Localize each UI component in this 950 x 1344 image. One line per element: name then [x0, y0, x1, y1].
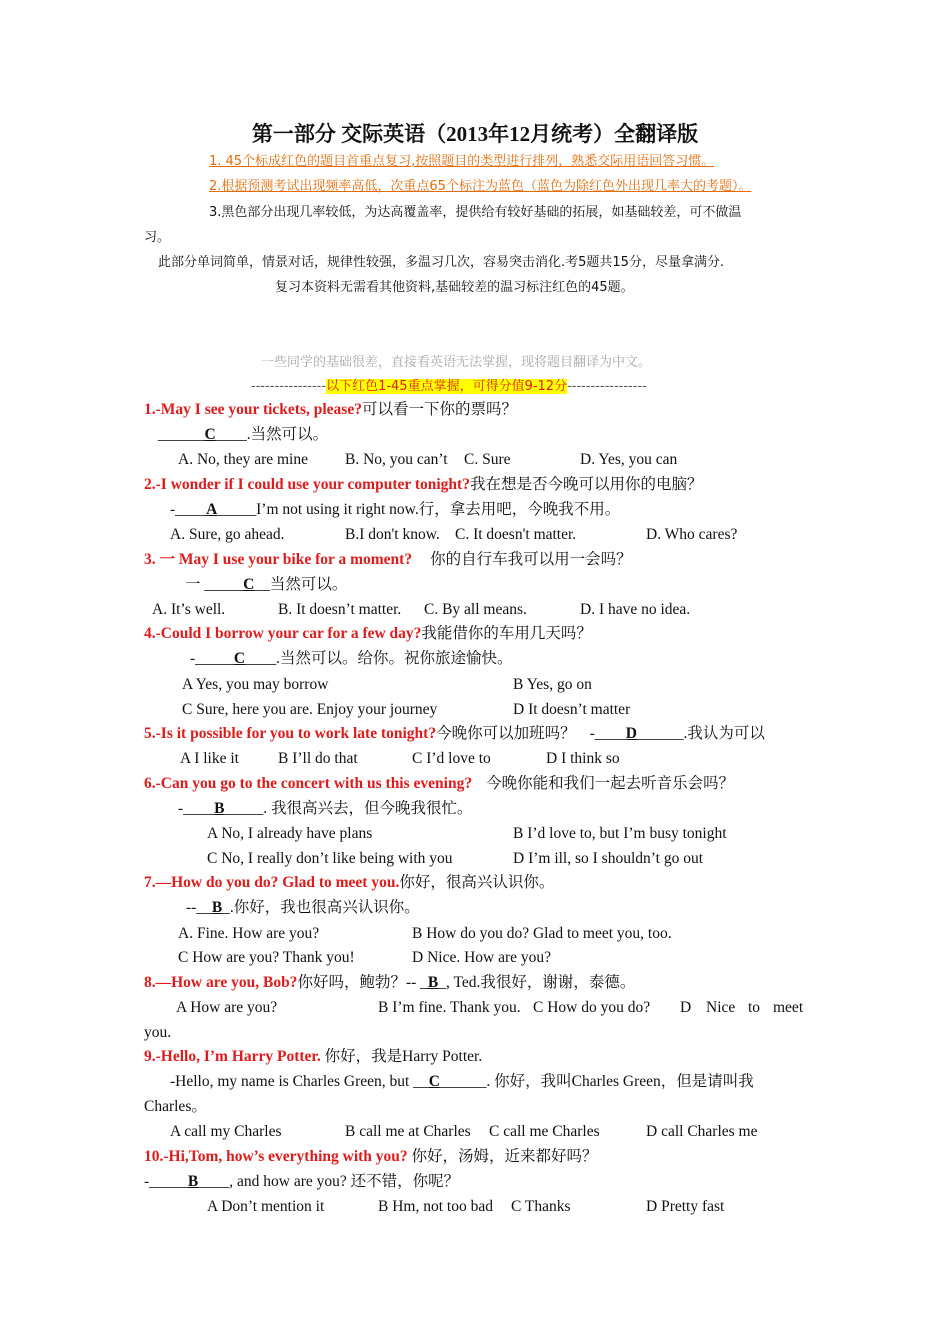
option-c: C. It doesn't matter.: [455, 526, 577, 543]
answer-translation: ____.当然可以。给你。祝你旅途愉快。: [245, 650, 513, 667]
question-9-answer-line: [170, 1072, 754, 1092]
question-3: [144, 550, 632, 570]
answer-letter: C: [204, 426, 216, 443]
option-b: B I’ll do that: [278, 750, 358, 767]
question-4: [144, 624, 592, 644]
question-4-answer-line: [190, 649, 513, 669]
answer-translation: ______. 你好，我叫Charles Green，但是请叫我: [439, 1073, 754, 1090]
option-d: D I think so: [546, 750, 620, 767]
answer-letter: A: [206, 501, 218, 518]
note-black-part-cont: 习。: [144, 230, 171, 245]
option-a: A Yes, you may borrow: [182, 676, 329, 693]
question-3-answer-line: [185, 575, 347, 595]
question-7-translation: 你好，很高兴认识你。: [399, 874, 555, 891]
question-2: [144, 475, 702, 495]
option-d: D I’m ill, so I shouldn’t go out: [513, 850, 704, 867]
blank: ______: [158, 426, 205, 443]
question-4-translation: 我能借你的车用几天吗？: [421, 625, 592, 642]
blank: -____: [170, 501, 207, 518]
option-a: A How are you?: [176, 999, 278, 1016]
option-a: A. Sure, go ahead.: [170, 526, 285, 543]
answer-translation: ____, and how are you? 还不错，你呢？: [198, 1173, 460, 1190]
blank: -_____: [144, 1173, 188, 1190]
answer-translation: __当然可以。: [254, 576, 348, 593]
question-8-prompt: 8.—How are you, Bob?: [144, 974, 298, 991]
answer-letter: B: [187, 1173, 199, 1190]
question-10-translation: 你好，汤姆，近来都好吗？: [407, 1148, 598, 1165]
answer-letter: C: [233, 650, 246, 667]
question-5: [144, 724, 765, 744]
question-6-answer-line: [178, 799, 473, 819]
option-d: D Pretty fast: [646, 1198, 725, 1215]
question-4-prompt: 4.-Could I borrow your car for a few day?: [144, 625, 422, 642]
question-8-option-d-cont: you.: [144, 1024, 172, 1041]
question-6: [144, 774, 734, 794]
option-c: C No, I really don’t like being with you: [207, 850, 453, 867]
option-b: B I’m fine. Thank you.: [378, 999, 521, 1016]
blank: -____: [589, 725, 626, 742]
question-6-translation: 今晚你能和我们一起去听音乐会吗？: [486, 775, 735, 792]
note-section-info: 此部分单词简单，情景对话，规律性较强，多温习几次，容易突击消化.考5题共15分，尽量拿满分.: [158, 255, 725, 270]
blank: --__: [186, 899, 212, 916]
answer-letter: B: [211, 899, 223, 916]
note-red-priority: 1. 45个标成红色的题目首重点复习,按照题目的类型进行排列，熟悉交际用语回答习惯。: [209, 154, 715, 169]
option-b: B. No, you can’t: [345, 451, 448, 468]
option-c: C I’d love to: [412, 750, 491, 767]
question-9-prompt: 9.-Hello, I’m Harry Potter.: [144, 1048, 321, 1065]
question-1-answer-line: [158, 425, 328, 445]
option-a: A I like it: [180, 750, 239, 767]
option-d: D. Who cares?: [646, 526, 738, 543]
answer-translation: _____I’m not using it right now.行，拿去用吧，今晚我不用。: [217, 501, 621, 518]
highlight-text: 以下红色1-45重点掌握，可得分值9-12分: [326, 379, 568, 394]
question-2-answer-line: [170, 500, 620, 520]
option-c: C call me Charles: [489, 1123, 600, 1140]
blank: -____: [178, 800, 215, 817]
answer-letter: B: [214, 800, 225, 817]
option-c: C. By all means.: [424, 601, 527, 618]
question-3-prompt: 3. 一 May I use your bike for a moment?: [144, 551, 413, 568]
note-black-part: 3.黑色部分出现几率较低，为达高覆盖率，提供给有较好基础的拓展，如基础较差，可不做温: [209, 205, 742, 220]
highlight-divider: [251, 377, 647, 397]
answer-translation: _, Ted.我很好，谢谢，泰德。: [438, 974, 636, 991]
question-1-prompt: 1.-May I see your tickets, please?: [144, 401, 362, 418]
divider-dashes-right: -----------------: [567, 379, 647, 394]
divider-dashes-left: ----------------: [251, 379, 327, 394]
option-b: B Hm, not too bad: [378, 1198, 493, 1215]
question-7: [144, 873, 554, 893]
question-9: [144, 1047, 482, 1067]
question-1-translation: 可以看一下你的票吗？: [361, 401, 517, 418]
question-9-answer-cont: Charles。: [144, 1098, 207, 1115]
note-translation: 一些同学的基础很差，直接看英语无法掌握，现将题目翻译为中文。: [261, 355, 652, 370]
answer-letter: C: [243, 576, 255, 593]
answer-letter: D: [625, 725, 637, 742]
question-10-answer-line: [144, 1172, 459, 1192]
option-a: A. Fine. How are you?: [178, 925, 320, 942]
option-a: A. No, they are mine: [178, 451, 308, 468]
option-a: A No, I already have plans: [207, 825, 373, 842]
option-b: B. It doesn’t matter.: [278, 601, 402, 618]
blank: 一 _____: [185, 576, 244, 593]
blank: -Hello, my name is Charles Green, but __: [170, 1073, 429, 1090]
question-10: [144, 1147, 598, 1167]
option-c: C How do you do?: [533, 999, 651, 1016]
question-7-prompt: 7.—How do you do? Glad to meet you.: [144, 874, 400, 891]
option-c: C Sure, here you are. Enjoy your journey: [182, 701, 438, 718]
question-2-prompt: 2.-I wonder if I could use your computer tonight?: [144, 476, 470, 493]
option-d-word: Nice: [706, 999, 736, 1016]
option-c: C Thanks: [511, 1198, 571, 1215]
option-b: B How do you do? Glad to meet you, too.: [412, 925, 672, 942]
page-title: 第一部分 交际英语（2013年12月统考）全翻译版: [251, 122, 699, 146]
note-blue-priority: 2.根据预测考试出现频率高低，次重点65个标注为蓝色（蓝色为除红色外出现几率大的考题）。: [209, 179, 752, 194]
option-d: D Nice. How are you?: [412, 949, 552, 966]
option-c: C How are you? Thank you!: [178, 949, 355, 966]
blank: -_____: [190, 650, 234, 667]
option-b: B Yes, go on: [513, 676, 592, 693]
option-d: D. Yes, you can: [580, 451, 678, 468]
answer-letter: B: [427, 974, 439, 991]
question-8: [144, 973, 635, 993]
option-b: B I’d love to, but I’m busy tonight: [513, 825, 727, 842]
answer-translation: ______.我认为可以: [636, 725, 765, 742]
question-3-translation: 你的自行车我可以用一会吗？: [430, 551, 632, 568]
option-a: A Don’t mention it: [207, 1198, 325, 1215]
answer-translation: _____. 我很高兴去，但今晚我很忙。: [224, 800, 473, 817]
answer-translation: ____.当然可以。: [215, 426, 329, 443]
question-6-prompt: 6.-Can you go to the concert with us this evening?: [144, 775, 473, 792]
question-9-translation: 你好，我是Harry Potter.: [320, 1048, 483, 1065]
option-d-word: meet: [773, 999, 804, 1016]
option-a: A. It’s well.: [152, 601, 226, 618]
option-d-word: to: [748, 999, 761, 1016]
note-review-info: 复习本资料无需看其他资料,基础较差的温习标注红色的45题。: [275, 280, 634, 295]
option-d: D. I have no idea.: [580, 601, 691, 618]
option-d: D call Charles me: [646, 1123, 758, 1140]
question-7-answer-line: [186, 898, 420, 918]
question-5-prompt: 5.-Is it possible for you to work late tonight?: [144, 725, 437, 742]
option-b: B call me at Charles: [345, 1123, 471, 1140]
option-d-letter: D: [680, 999, 692, 1016]
question-5-translation: 今晚你可以加班吗？: [436, 725, 576, 742]
option-a: A call my Charles: [170, 1123, 282, 1140]
option-b: B.I don't know.: [345, 526, 440, 543]
answer-letter: C: [428, 1073, 440, 1090]
option-d: D It doesn’t matter: [513, 701, 631, 718]
question-2-translation: 我在想是否今晚可以用你的电脑？: [469, 476, 703, 493]
answer-translation: _.你好，我也很高兴认识你。: [222, 899, 420, 916]
option-c: C. Sure: [464, 451, 511, 468]
question-8-translation: 你好吗，鲍勃？-- _: [297, 974, 428, 991]
question-1: [144, 400, 517, 420]
question-10-prompt: 10.-Hi,Tom, how’s everything with you?: [144, 1148, 408, 1165]
